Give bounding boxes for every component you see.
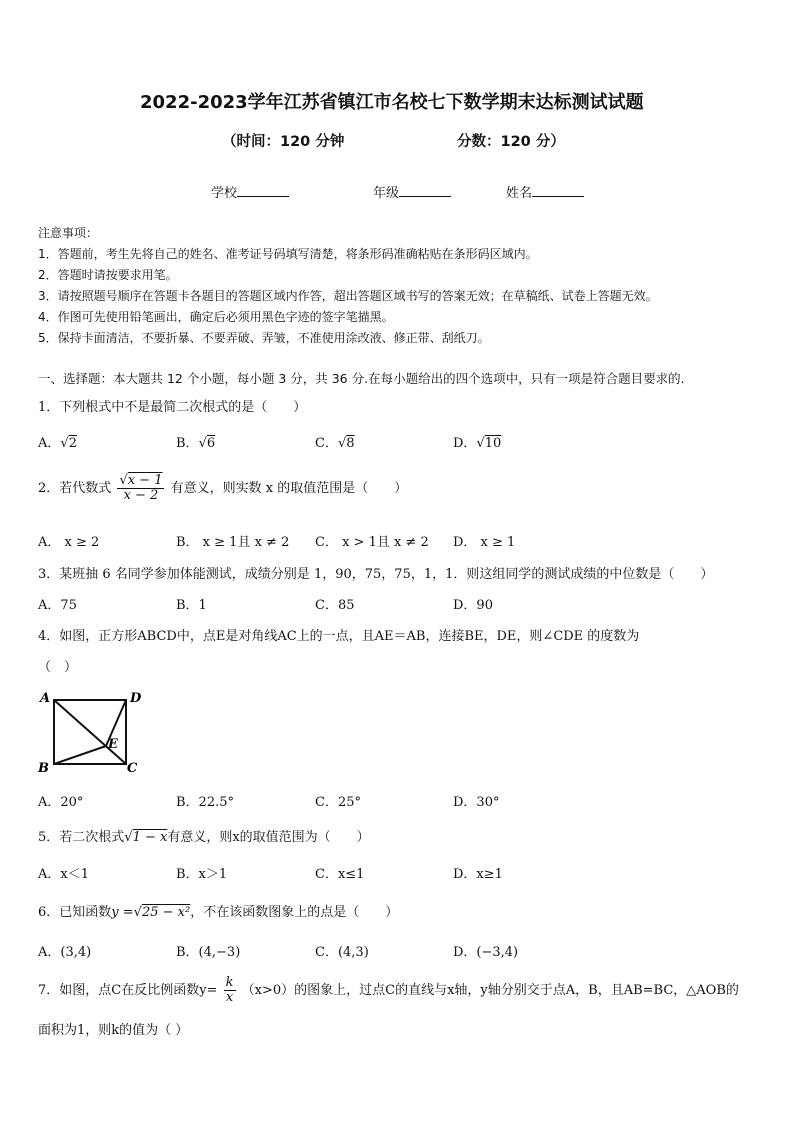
q2-fraction: $\frac{√x - 1}{x - 2}$ <box>119 473 163 503</box>
label-d: D <box>130 691 142 706</box>
q5-option-d[interactable]: D．x≥1 <box>453 867 503 882</box>
grade-label: 年级 <box>373 186 400 201</box>
q4-option-c[interactable]: C．25° <box>315 795 361 810</box>
notice-item: 4．作图可先使用铅笔画出，确定后必须用黑色字迹的签字笔描黑。 <box>38 310 394 324</box>
question-7-line2: 面积为1，则k的值为（ ） <box>38 1023 189 1038</box>
q2-option-b[interactable]: B． x ≥ 1且 x ≠ 2 <box>176 535 290 550</box>
label-b: B <box>38 761 49 776</box>
q4-option-d[interactable]: D．30° <box>453 795 500 810</box>
q6-option-c[interactable]: C．(4,3) <box>315 945 369 960</box>
notice-item: 3．请按照题号顺序在答题卡各题目的答题区域内作答，超出答题区域书写的答案无效；在草稿纸、试卷上答题无效。 <box>38 289 658 303</box>
school-field[interactable] <box>211 182 289 201</box>
q3-option-a[interactable]: A．75 <box>38 598 77 613</box>
name-field[interactable] <box>506 182 584 201</box>
q3-option-d[interactable]: D．90 <box>453 598 493 613</box>
q6-option-a[interactable]: A．(3,4) <box>38 945 92 960</box>
question-3-stem: 3．某班抽 6 名同学参加体能测试，成绩分别是 1，90，75，75，1，1．则这组同学的测试成绩的中位数是（ ） <box>38 567 714 582</box>
question-4-stem: 4．如图，正方形ABCD中，点E是对角线AC上的一点，且AE＝AB，连接BE，DE，则∠CDE 的度数为 <box>38 629 640 644</box>
question-4-paren: （ ） <box>38 660 78 675</box>
q2-option-a[interactable]: A． x ≥ 2 <box>38 535 100 550</box>
notice-item: 5．保持卡面清洁，不要折暴、不要弄破、弄皱，不准使用涂改液、修正带、刮纸刀。 <box>38 331 490 345</box>
school-label: 学校 <box>211 186 238 201</box>
question-1-stem: 1．下列根式中不是最简二次根式的是（ ） <box>38 400 307 415</box>
page-title: 2022-2023学年江苏省镇江市名校七下数学期末达标测试试题 <box>140 92 644 113</box>
segment-be <box>54 746 106 764</box>
q5-option-c[interactable]: C．x≤1 <box>315 867 365 882</box>
q1-option-b[interactable]: B．√6 <box>176 436 216 451</box>
q4-option-a[interactable]: A．20° <box>38 795 84 810</box>
section-heading: 一、选择题：本大题共 12 个小题，每小题 3 分，共 36 分.在每小题给出的四个选项中，只有一项是符合题目要求的. <box>38 371 685 386</box>
notice-item: 2．答题时请按要求用笔。 <box>38 268 178 282</box>
q1-option-d[interactable]: D．√10 <box>453 436 502 451</box>
square-figure <box>34 688 154 778</box>
q2-option-d[interactable]: D． x ≥ 1 <box>453 535 516 550</box>
q1-option-a[interactable]: A．√2 <box>38 436 77 451</box>
notice-heading: 注意事项： <box>38 226 99 240</box>
question-7-stem: 7．如图，点C在反比例函数y= $\frac{k}{x}$ （x>0）的图象上，过点C的直线与x轴，y轴分别交于点A，B，且AB=BC，△AOB的 <box>38 975 739 1005</box>
q6-option-d[interactable]: D．(−3,4) <box>453 945 519 960</box>
q6-option-b[interactable]: B．(4,−3) <box>176 945 241 960</box>
diagonal-ac <box>54 700 126 764</box>
q5-option-a[interactable]: A．x＜1 <box>38 867 89 882</box>
exam-time: （时间：120 分钟 <box>222 134 345 150</box>
question-2-stem: 2．若代数式 $\frac{√x - 1}{x - 2}$ 有意义，则实数 x 的取值范围是（ ） <box>38 473 408 503</box>
q2-option-c[interactable]: C． x > 1且 x ≠ 2 <box>315 535 429 550</box>
exam-score: 分数：120 分） <box>457 134 565 150</box>
label-c: C <box>127 761 138 776</box>
q5-option-b[interactable]: B．x＞1 <box>176 867 228 882</box>
q4-option-b[interactable]: B．22.5° <box>176 795 234 810</box>
label-e: E <box>108 737 118 752</box>
grade-field[interactable] <box>373 182 451 201</box>
label-a: A <box>40 691 51 706</box>
q7-fraction: $\frac{k}{x}$ <box>225 975 234 1005</box>
q3-option-c[interactable]: C．85 <box>315 598 355 613</box>
notice-item: 1．答题前，考生先将自己的姓名、准考证号码填写清楚，将条形码准确粘贴在条形码区域内。 <box>38 247 538 261</box>
q1-option-c[interactable]: C．√8 <box>315 436 355 451</box>
name-label: 姓名 <box>506 186 533 201</box>
question-5-stem: 5．若二次根式√1 − x有意义，则x的取值范围为（ ） <box>38 830 370 845</box>
question-6-stem: 6．已知函数y =√25 − x²，不在该函数图象上的点是（ ） <box>38 905 399 920</box>
q3-option-b[interactable]: B．1 <box>176 598 207 613</box>
